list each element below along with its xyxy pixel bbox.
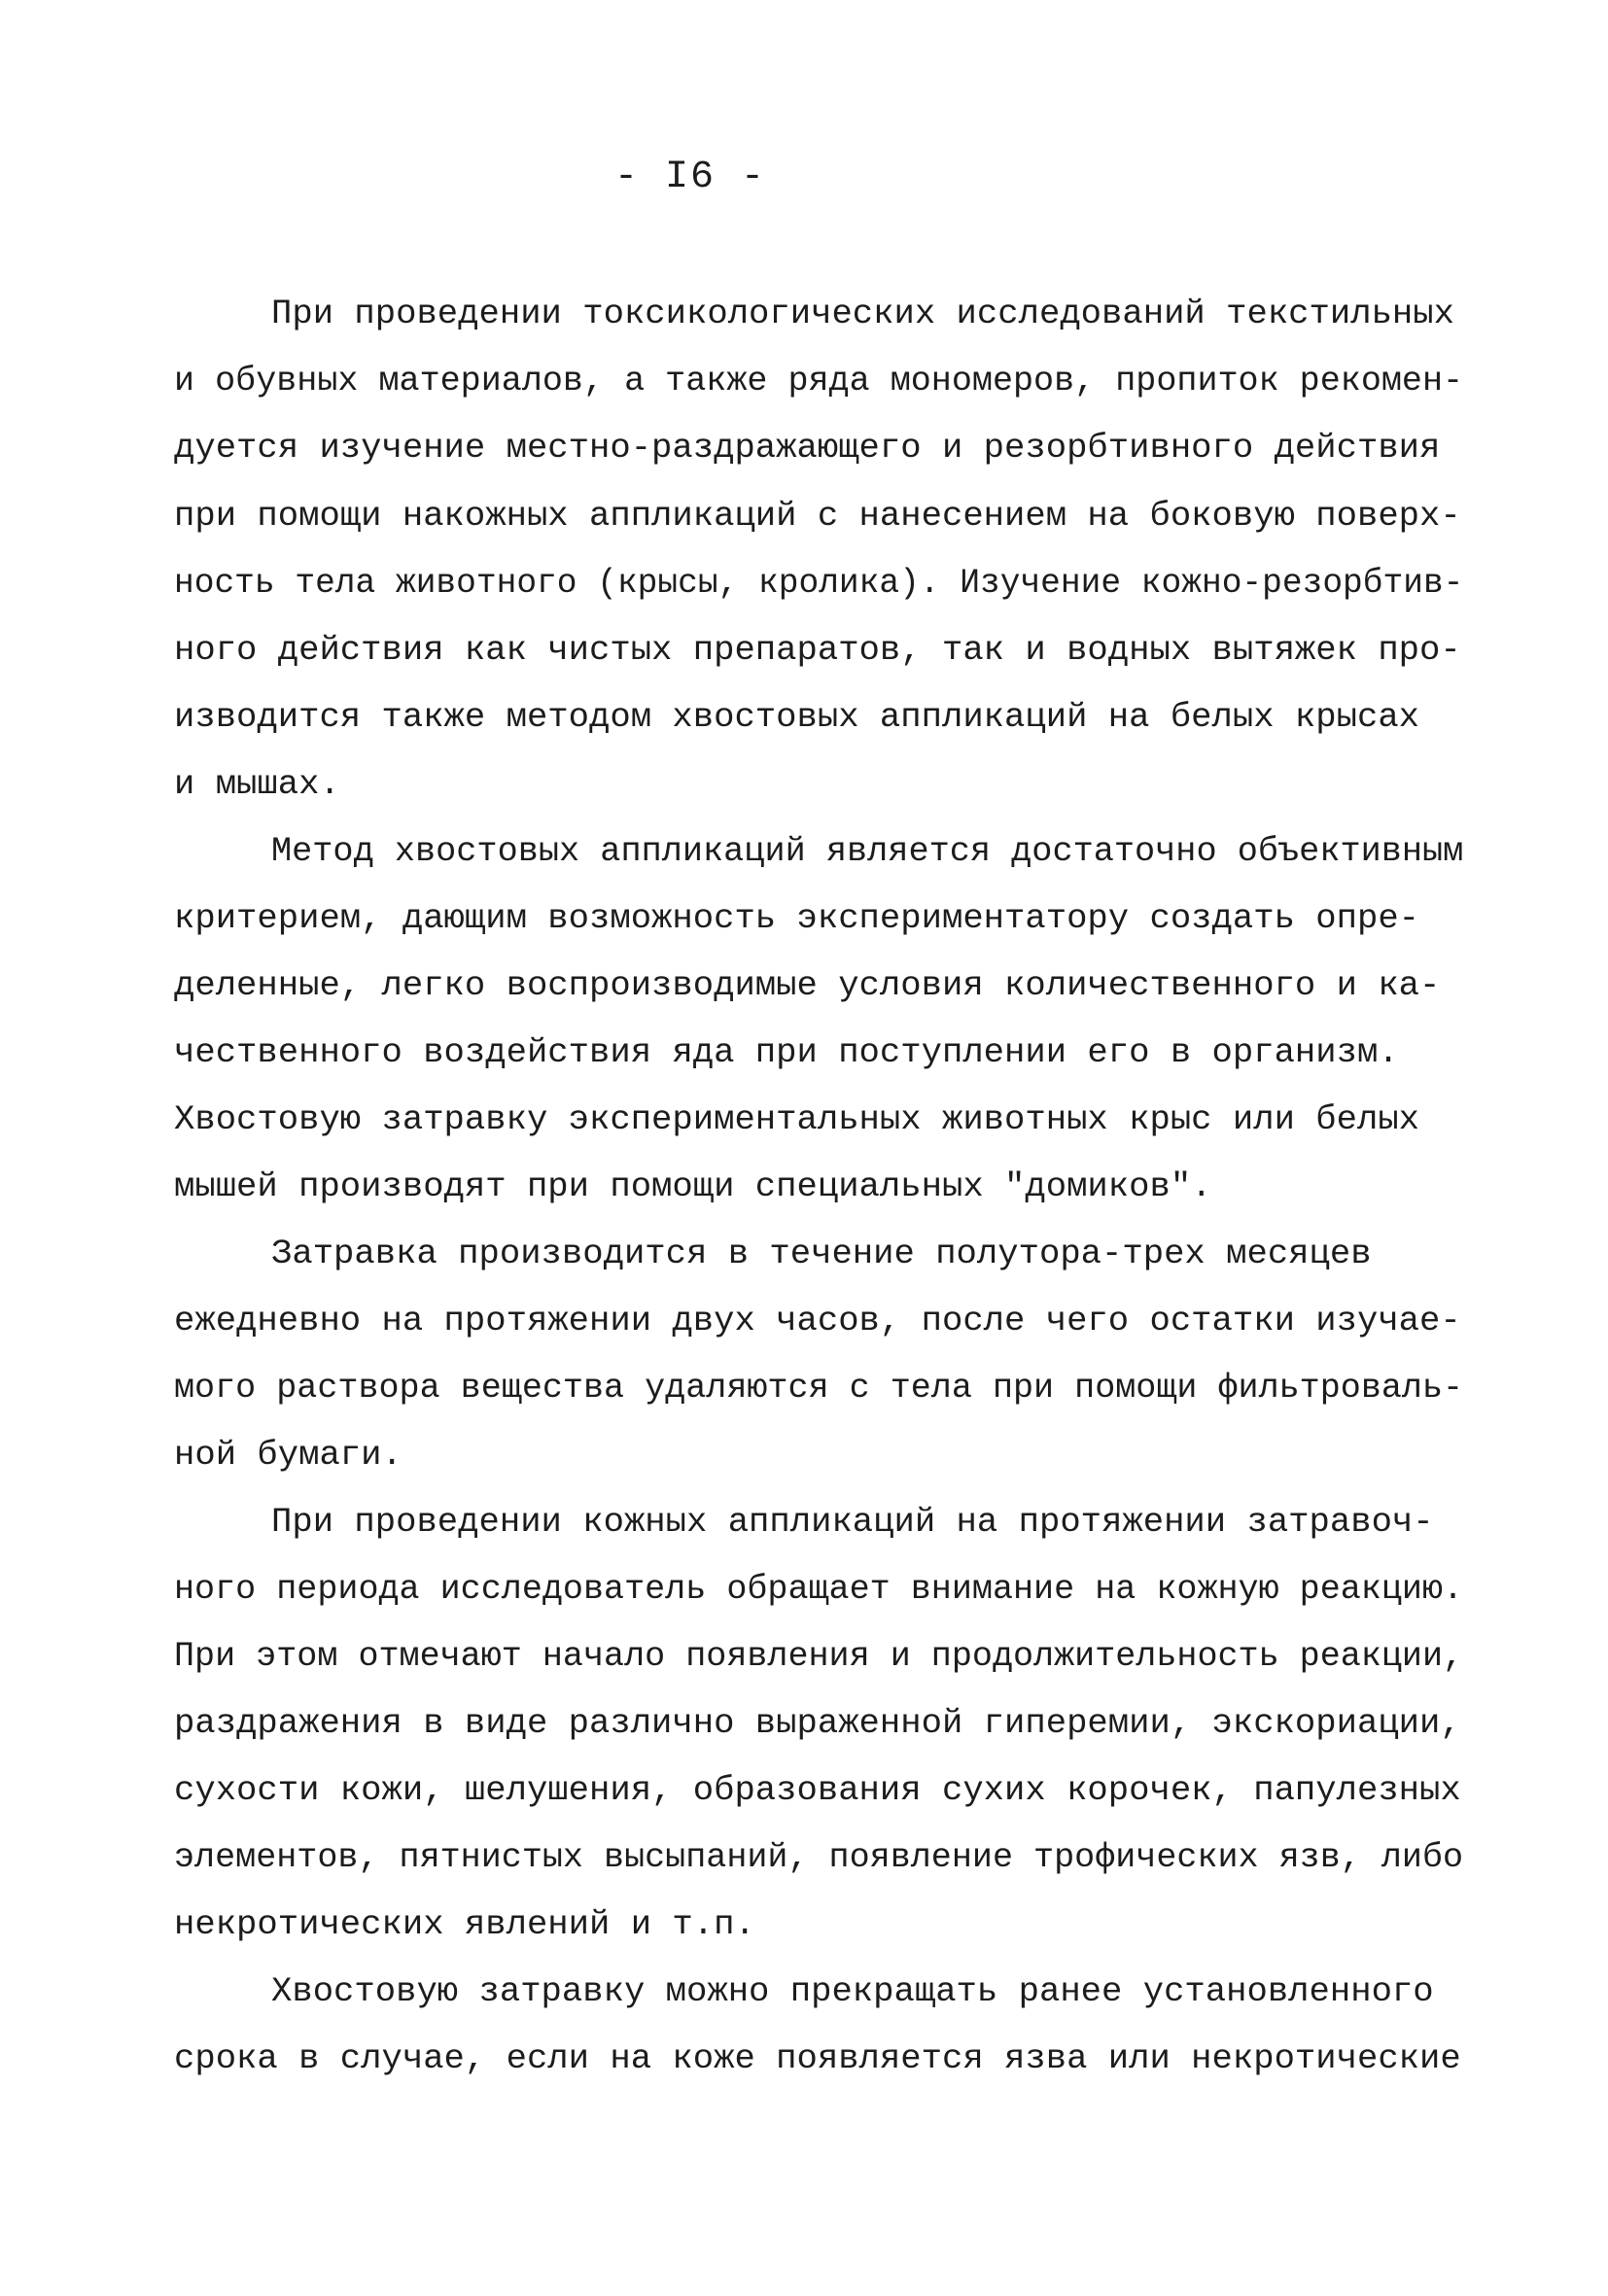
text-line: мышей производят при помощи специальных "домиков". — [174, 1166, 1212, 1206]
text-line: ного действия как чистых препаратов, так и водных вытяжек про- — [174, 630, 1461, 670]
text-line: элементов, пятнистых высыпаний, появление трофических язв, либо — [174, 1837, 1464, 1877]
text-line: изводится также методом хвостовых аппликаций на белых крысах — [174, 697, 1420, 737]
text-line: дуется изучение местно-раздражающего и резорбтивного действия — [174, 428, 1441, 468]
text-line: чественного воздействия яда при поступлении его в организм. — [174, 1032, 1399, 1072]
text-line: Хвостовую затравку можно прекращать ранее установленного — [271, 1971, 1434, 2011]
text-line: ность тела животного (крысы, кролика). Изучение кожно-резорбтив- — [174, 563, 1464, 603]
text-line: некротических явлений и т.п. — [174, 1904, 755, 1944]
text-line: При проведении кожных аппликаций на протяжении затравоч- — [271, 1502, 1434, 1542]
text-line: и обувных материалов, а также ряда мономеров, пропиток рекомен- — [174, 361, 1464, 400]
text-line: ежедневно на протяжении двух часов, после чего остатки изучае- — [174, 1301, 1461, 1340]
text-line: Затравка производится в течение полутора-трех месяцев — [271, 1234, 1372, 1273]
text-line: раздражения в виде различно выраженной гиперемии, экскориации, — [174, 1703, 1461, 1743]
text-line: При проведении токсикологических исследований текстильных — [271, 294, 1454, 333]
text-line: ного периода исследователь обращает внимание на кожную реакцию. — [174, 1569, 1464, 1609]
text-line: Метод хвостовых аппликаций является достаточно объективным — [271, 831, 1464, 871]
text-line: при помощи накожных аппликаций с нанесением на боковую поверх- — [174, 496, 1461, 536]
text-line: критерием, дающим возможность экспериментатору создать опре- — [174, 898, 1420, 938]
text-line: При этом отмечают начало появления и продолжительность реакции, — [174, 1636, 1464, 1676]
text-line: деленные, легко воспроизводимые условия количественного и ка- — [174, 965, 1441, 1005]
text-line: и мышах. — [174, 764, 340, 804]
text-line: мого раствора вещества удаляются с тела при помощи фильтроваль- — [174, 1368, 1464, 1408]
text-line: сухости кожи, шелушения, образования сухих корочек, папулезных — [174, 1770, 1461, 1810]
text-line: срока в случае, если на коже появляется язва или некротические — [174, 2038, 1461, 2078]
text-line: ной бумаги. — [174, 1435, 402, 1475]
text-line: Хвостовую затравку экспериментальных животных крыс или белых — [174, 1099, 1420, 1139]
page-number: - I6 - — [613, 156, 767, 199]
